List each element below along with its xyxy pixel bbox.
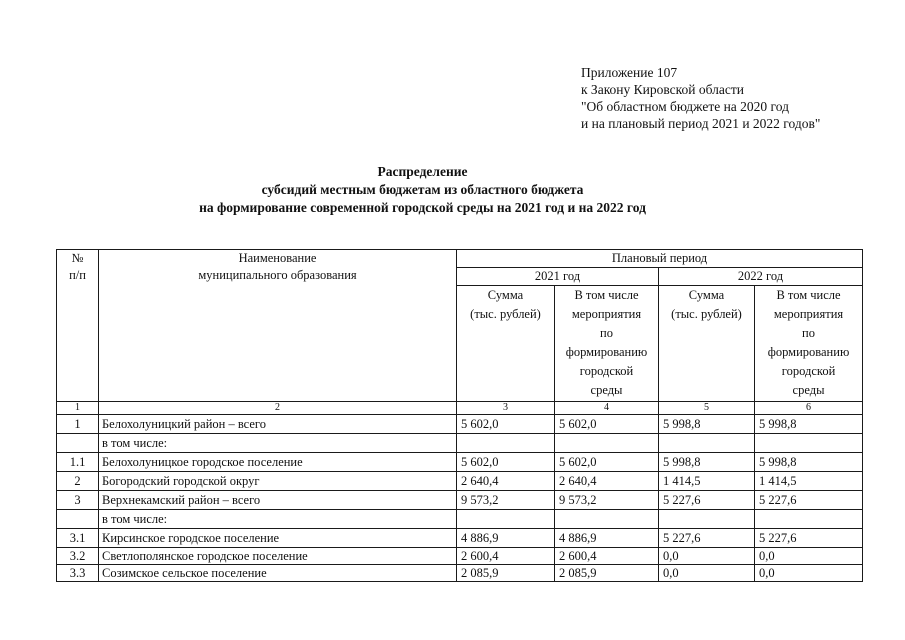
title-line: Распределение xyxy=(377,164,468,179)
table-row xyxy=(57,453,863,472)
appendix-line: к Закону Кировской области xyxy=(581,82,745,97)
row-sum-2021: 9 573,2 xyxy=(457,491,555,510)
row-number: 1 xyxy=(57,415,99,434)
header-text: городской xyxy=(781,364,836,378)
table-row xyxy=(57,434,863,453)
appendix-line: "Об областном бюджете на 2020 год xyxy=(581,99,789,114)
header-planned-period: Плановый период xyxy=(457,250,863,268)
row-number xyxy=(57,510,99,529)
row-sum-2022: 5 998,8 xyxy=(659,415,755,434)
row-including-2022: 5 227,6 xyxy=(755,491,863,510)
row-number: 2 xyxy=(57,472,99,491)
row-sum-2022 xyxy=(659,434,755,453)
row-number xyxy=(57,434,99,453)
row-including-2021: 2 085,9 xyxy=(555,565,659,582)
table-row xyxy=(57,565,863,582)
row-including-2021: 5 602,0 xyxy=(555,415,659,434)
row-name: Созимское сельское поселение xyxy=(99,565,457,582)
title-line: субсидий местным бюджетам из областного бюджета xyxy=(261,182,584,197)
row-sum-2021 xyxy=(457,434,555,453)
header-text: формированию xyxy=(565,345,648,359)
header-sum-2021 xyxy=(457,286,555,402)
header-text: среды xyxy=(792,383,825,397)
table-row xyxy=(57,472,863,491)
row-number: 3 xyxy=(57,491,99,510)
header-including-2021 xyxy=(555,286,659,402)
subsidy-table xyxy=(56,249,863,582)
header-text: Сумма xyxy=(487,288,524,302)
row-sum-2022 xyxy=(659,510,755,529)
column-number: 2 xyxy=(99,402,457,415)
column-number: 4 xyxy=(555,402,659,415)
row-sum-2022: 5 998,8 xyxy=(659,453,755,472)
header-text: Сумма xyxy=(688,288,725,302)
row-including-2021: 2 600,4 xyxy=(555,548,659,565)
row-including-2021: 5 602,0 xyxy=(555,453,659,472)
row-sum-2021: 5 602,0 xyxy=(457,415,555,434)
column-number: 5 xyxy=(659,402,755,415)
appendix-line: Приложение 107 xyxy=(581,65,678,80)
column-number: 6 xyxy=(755,402,863,415)
row-name: Кирсинское городское поселение xyxy=(99,529,457,548)
header-number xyxy=(57,250,99,402)
header-text: № xyxy=(71,251,84,265)
row-including-2021: 4 886,9 xyxy=(555,529,659,548)
header-including-2022 xyxy=(755,286,863,402)
document-title xyxy=(0,163,845,217)
row-name: Белохолуницкое городское поселение xyxy=(99,453,457,472)
table-row xyxy=(57,510,863,529)
row-sum-2022: 0,0 xyxy=(659,548,755,565)
table-row xyxy=(57,548,863,565)
row-number: 3.1 xyxy=(57,529,99,548)
row-sum-2021: 2 085,9 xyxy=(457,565,555,582)
row-name: Белохолуницкий район – всего xyxy=(99,415,457,434)
header-text: формированию xyxy=(767,345,850,359)
header-text: по xyxy=(802,326,815,340)
row-sum-2022: 5 227,6 xyxy=(659,491,755,510)
row-including-2022 xyxy=(755,510,863,529)
row-including-2022: 5 998,8 xyxy=(755,415,863,434)
row-name: в том числе: xyxy=(99,434,457,453)
row-name: в том числе: xyxy=(99,510,457,529)
row-name: Светлополянское городское поселение xyxy=(99,548,457,565)
row-sum-2021: 2 640,4 xyxy=(457,472,555,491)
header-text: мероприятия xyxy=(773,307,844,321)
row-name: Верхнекамский район – всего xyxy=(99,491,457,510)
column-number-row xyxy=(57,402,863,415)
header-text: п/п xyxy=(69,268,86,282)
row-sum-2021: 2 600,4 xyxy=(457,548,555,565)
title-line: на формирование современной городской среды на 2021 год и на 2022 год xyxy=(199,200,646,215)
row-sum-2022: 5 227,6 xyxy=(659,529,755,548)
column-number: 1 xyxy=(57,402,99,415)
row-number: 3.3 xyxy=(57,565,99,582)
appendix-line: и на плановый период 2021 и 2022 годов" xyxy=(581,116,821,131)
row-including-2022: 1 414,5 xyxy=(755,472,863,491)
header-name xyxy=(99,250,457,402)
header-text: муниципального образования xyxy=(198,268,357,282)
column-number: 3 xyxy=(457,402,555,415)
table-row xyxy=(57,491,863,510)
row-sum-2022: 0,0 xyxy=(659,565,755,582)
row-including-2022 xyxy=(755,434,863,453)
row-sum-2021: 5 602,0 xyxy=(457,453,555,472)
row-including-2022: 0,0 xyxy=(755,548,863,565)
table-row xyxy=(57,529,863,548)
row-including-2021 xyxy=(555,510,659,529)
row-number: 3.2 xyxy=(57,548,99,565)
header-text: В том числе xyxy=(574,288,639,302)
row-including-2021 xyxy=(555,434,659,453)
row-including-2022: 0,0 xyxy=(755,565,863,582)
header-text: (тыс. рублей) xyxy=(470,307,541,321)
header-text: (тыс. рублей) xyxy=(671,307,742,321)
header-text: по xyxy=(600,326,613,340)
header-text: городской xyxy=(579,364,634,378)
header-text: мероприятия xyxy=(571,307,642,321)
header-year-2022: 2022 год xyxy=(659,268,863,286)
appendix-block xyxy=(581,64,820,132)
header-text: среды xyxy=(590,383,623,397)
row-sum-2021 xyxy=(457,510,555,529)
row-number: 1.1 xyxy=(57,453,99,472)
header-text: Наименование xyxy=(238,251,317,265)
row-including-2022: 5 227,6 xyxy=(755,529,863,548)
row-including-2021: 2 640,4 xyxy=(555,472,659,491)
table-row xyxy=(57,415,863,434)
row-including-2021: 9 573,2 xyxy=(555,491,659,510)
header-sum-2022 xyxy=(659,286,755,402)
header-text: В том числе xyxy=(776,288,841,302)
row-including-2022: 5 998,8 xyxy=(755,453,863,472)
row-sum-2021: 4 886,9 xyxy=(457,529,555,548)
row-sum-2022: 1 414,5 xyxy=(659,472,755,491)
row-name: Богородский городской округ xyxy=(99,472,457,491)
header-year-2021: 2021 год xyxy=(457,268,659,286)
